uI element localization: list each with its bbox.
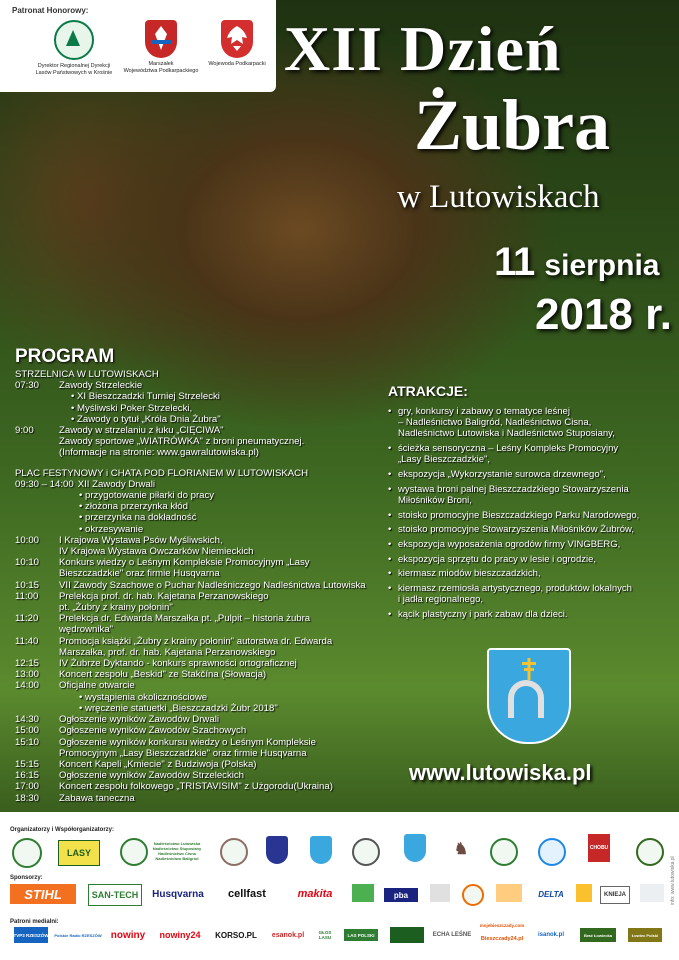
program-item-label: Ogłoszenie wyników Zawodów Szachowych — [59, 725, 247, 737]
program-item — [15, 781, 380, 792]
husqvarna-logo: Husqvarna — [152, 888, 204, 900]
bieszczady24-logo: Bieszczady24.pl — [480, 936, 524, 942]
program-item-text — [59, 490, 380, 501]
program-item — [15, 490, 380, 501]
nowiny-logo: nowiny — [110, 929, 146, 941]
program-item-time: 07:30 — [15, 380, 40, 392]
chobu-logo: CHOBU — [588, 834, 610, 862]
program-item-time: 14:30 — [15, 714, 40, 726]
attraction-item: • ekspozycja „Wykorzystanie surowca drzewnego", — [388, 469, 673, 480]
program-item-text — [59, 781, 380, 792]
program-item-label: Ogłoszenie wyników konkursu wiedzy o Leśnym Kompleksie Promocyjnym „Lasy Bieszczadzkie" oraz firmie Husqvarna — [59, 736, 317, 759]
program-item-time — [15, 403, 59, 414]
program-item — [15, 703, 380, 714]
program-item-time — [15, 490, 59, 501]
program-section-title: STRZELNICA W LUTOWISKACH — [15, 369, 159, 380]
attraction-item: • gry, konkursy i zabawy o tematyce leśnej – Nadleśnictwo Baligród, Nadleśnictwo Cisna, Nadleśnictwo Lutowiska i Nadleśnictwo Stuposiany, — [388, 406, 673, 440]
attraction-item: • stoisko promocyjne Bieszczadzkiego Parku Narodowego, — [388, 510, 673, 521]
program-heading: PROGRAM — [15, 346, 115, 367]
program-item-label: wręczenie statuetki „Bieszczadzki Żubr 2018" — [85, 702, 278, 714]
lasy-bieszczadzkie-logo: LASY — [58, 840, 100, 866]
program-item-time: 09:30 – 14:00 — [15, 478, 74, 490]
cellfast-logo: cellfast — [228, 888, 266, 900]
korso-logo: KORSO.PL — [215, 930, 257, 940]
program-item-label: Zawody w strzelaniu z łuku „CIĘCIWA" Zawody sportowe „WIATRÓWKA" z broni pneumatycznej. (Informacje na stronie: www.gawralutowiska.pl) — [59, 425, 305, 459]
program-item-label: Zabawa taneczna — [59, 792, 135, 804]
las-polski-logo: LAS POLSKI — [344, 929, 378, 941]
program-item-text — [59, 391, 380, 402]
sponsors-footer — [0, 812, 679, 960]
program-item-label: Oficjalne otwarcie — [59, 680, 135, 692]
program-item — [15, 680, 380, 691]
lasy-panstwowe-logo-icon — [54, 20, 94, 60]
sponsors-label: Sponsorzy: — [10, 875, 43, 881]
program-item — [15, 714, 380, 725]
program-item — [15, 501, 380, 512]
patron-label: Dyrektor Regionalnej Dyrekcji Lasów Państwowych w Krośnie — [35, 63, 113, 76]
media-patrons-label: Patroni medialni: — [10, 919, 59, 925]
lowiec-polski-logo: Łowiec Polski — [628, 928, 662, 942]
program-item-text — [59, 793, 380, 804]
lutowiska-coat-of-arms-icon — [487, 648, 571, 744]
program-item-label: I Krajowa Wystawa Psów Myśliwskich, IV Krajowa Wystawa Owczarków Niemieckich — [59, 534, 254, 558]
program-item-label: Koncert zespołu „Beskid" ze Stakčína (Słowacja) — [59, 669, 267, 681]
program-item-time: 16:15 — [15, 770, 40, 782]
program-item-label: okrzesywanie — [85, 523, 144, 535]
sponsor-logo-icon — [576, 884, 592, 902]
lutowiska-small-coa-icon — [310, 836, 332, 864]
program-item-time: 10:00 — [15, 534, 40, 546]
podkarpackie-coat-of-arms-icon — [145, 20, 177, 58]
organizer-logo-icon — [490, 838, 518, 866]
program-item-label: IV Żubrze Dyktando - konkurs sprawności ortograficznej — [59, 658, 297, 670]
program-item-time — [15, 524, 59, 535]
organizer-logo-icon — [12, 838, 42, 868]
program-item-text — [59, 425, 380, 459]
program-list — [15, 369, 380, 804]
program-item-time — [15, 414, 59, 425]
program-item — [15, 737, 380, 759]
program-item-text — [59, 725, 380, 736]
program-item-time: 11:00 — [15, 590, 39, 602]
polskie-radio-logo: Polskie Radio RZESZÓW — [54, 932, 102, 938]
program-item — [15, 380, 380, 391]
patron-label: Marszałek Województwa Podkarpackiego — [123, 61, 199, 74]
sponsor-logo-icon — [430, 884, 450, 902]
attractions-list — [388, 406, 673, 624]
website-link[interactable]: www.lutowiska.pl — [409, 760, 592, 785]
attraction-item: • kiermasz rzemiosła artystycznego, produktów lokalnych i jadła regionalnego, — [388, 583, 673, 605]
program-item-text — [59, 759, 380, 770]
brac-lowiecka-logo: Brać Łowiecka — [580, 928, 616, 942]
bison-logo-icon — [636, 838, 664, 866]
event-date — [494, 240, 659, 285]
program-item-text — [59, 512, 380, 523]
program-item-text — [78, 479, 380, 490]
program-item-time: 11:40 — [15, 635, 39, 647]
program-item-time: 13:00 — [15, 669, 40, 681]
program-item — [15, 535, 380, 557]
program-item-label: Koncert Kapeli „Kmiecie" z Budziwoja (Polska) — [59, 758, 257, 770]
esanok-logo: esanok.pl — [271, 931, 305, 939]
deer-icon: ♞ — [453, 841, 469, 858]
sponsor-logo-icon — [496, 884, 522, 902]
knieja-logo: KNIEJA — [600, 886, 630, 904]
mojebieszczady-logo: mojebieszczady.com — [479, 922, 525, 928]
program-item-text — [59, 591, 380, 613]
patronage-title: Patronat Honorowy: — [12, 6, 89, 15]
program-item-text — [59, 669, 380, 680]
event-title-line2: Żubra — [414, 85, 611, 165]
program-item-text — [59, 658, 380, 669]
program-item-time: 15:15 — [15, 758, 40, 770]
program-item-label: Myśliwski Poker Strzelecki, — [77, 402, 193, 414]
sponsor-logo-icon — [352, 884, 374, 902]
attraction-item: • kącik plastyczny i park zabaw dla dzieci. — [388, 609, 673, 620]
program-item-time — [15, 512, 59, 523]
program-item-text — [59, 501, 380, 512]
program-item-text — [59, 414, 380, 425]
program-section-festival — [15, 479, 380, 804]
program-item — [15, 591, 380, 613]
tvp3-logo: TVP3 RZESZÓW — [14, 927, 48, 943]
nowiny24-logo: nowiny24 — [159, 930, 201, 940]
program-section-shooting — [15, 380, 380, 458]
program-item-label: Ogłoszenie wyników Zawodów Strzeleckich — [59, 770, 245, 782]
program-item-label: wystąpienia okolicznościowe — [85, 691, 208, 703]
program-item — [15, 580, 380, 591]
patron-wojewoda — [198, 20, 276, 68]
program-item-text — [59, 703, 380, 714]
organizers-label: Organizatorzy i Współorganizatorzy: — [10, 827, 115, 833]
patron-label: Wojewoda Podkarpacki — [208, 61, 266, 67]
sponsor-logo-icon — [640, 884, 664, 902]
gmina-coa-icon — [404, 834, 426, 862]
program-section-title: PLAC FESTYNOWY i CHATA POD FLORIANEM W LUTOWISKACH — [15, 467, 309, 479]
program-item-time: 14:00 — [15, 680, 40, 692]
program-item-time — [15, 501, 59, 512]
attractions-heading: ATRAKCJE: — [388, 383, 468, 399]
event-title-line1: XII Dzień — [284, 13, 562, 84]
program-item-time — [15, 391, 59, 402]
program-item-label: VII Zawody Szachowe o Puchar Nadleśniczego Nadleśnictwa Lutowiska — [59, 579, 366, 591]
program-item-time: 12:15 — [15, 658, 40, 670]
program-item — [15, 770, 380, 781]
program-item-label: Prelekcja prof. dr. hab. Kajetana Perzanowskiego pt. „Żubry z krainy połonin" — [59, 590, 269, 614]
program-item — [15, 613, 380, 635]
nadlesnictwo-logo-icon — [120, 838, 148, 866]
program-item — [15, 479, 380, 490]
attraction-item: • ekspozycja sprzętu do pracy w lesie i ogrodzie, — [388, 554, 673, 565]
program-item — [15, 669, 380, 680]
program-item — [15, 759, 380, 770]
program-item-time: 17:00 — [15, 781, 40, 793]
program-item — [15, 391, 380, 402]
program-item-time — [15, 692, 59, 703]
program-item-text — [59, 636, 380, 658]
event-year: 2018 r. — [535, 290, 673, 339]
program-item-text — [59, 680, 380, 691]
program-item-label: Konkurs wiedzy o Leśnym Kompleksie Promocyjnym „Lasy Bieszczadzkie" oraz firmie Husqvarna — [59, 557, 310, 580]
program-item-label: złożona przerzynka kłód — [85, 501, 188, 513]
program-item-text — [59, 770, 380, 781]
program-item-label: XII Zawody Drwali — [77, 478, 155, 490]
program-item-time: 15:00 — [15, 725, 40, 737]
program-item-label: Prelekcja dr. Edwarda Marszałka pt. „Pulpit – historia żubra wędrownika" — [59, 613, 311, 636]
makita-logo: makita — [297, 888, 333, 900]
program-item-text — [59, 580, 380, 591]
program-item-label: XI Bieszczadzki Turniej Strzelecki — [77, 391, 220, 403]
program-item — [15, 557, 380, 579]
event-date-day: 11 — [494, 240, 535, 284]
side-note: info: www.lutowiska.pl — [670, 856, 676, 905]
delta-logo: DELTA — [538, 889, 564, 899]
program-item — [15, 658, 380, 669]
polish-eagle-icon — [221, 20, 253, 58]
attraction-item: • wystawa broni palnej Bieszczadzkiego Stowarzyszenia Miłośników Broni, — [388, 484, 673, 506]
program-item-time — [15, 703, 59, 714]
nadlesnictwa-list: Nadleśnictwo Lutowiska Nadleśnictwo Stuposiany Nadleśnictwo Cisna Nadleśnictwo Baligród — [152, 841, 202, 861]
program-item-text — [59, 524, 380, 535]
program-item — [15, 725, 380, 736]
isanok-logo: isanok.pl — [537, 932, 564, 938]
program-item — [15, 403, 380, 414]
program-item-time: 9:00 — [15, 425, 34, 437]
program-item-label: Koncert zespołu folkowego „TRISTAVISIM" z Użgorodu(Ukraina) — [59, 781, 333, 793]
globe-logo-icon — [538, 838, 566, 866]
program-item-text — [59, 535, 380, 557]
pba-logo: pba — [384, 888, 418, 902]
honorary-patronage-box — [0, 0, 276, 92]
echa-lesne-logo: ECHA LEŚNE — [432, 932, 472, 938]
event-title-line3: w Lutowiskach — [397, 179, 600, 215]
program-item — [15, 692, 380, 703]
program-item-text — [59, 403, 380, 414]
program-item-text — [59, 692, 380, 703]
program-item-time: 10:15 — [15, 579, 40, 591]
program-item-time: 10:10 — [15, 557, 40, 569]
attraction-item: • ścieżka sensoryczna – Leśny Kompleks Promocyjny „Lasy Bieszczadzkie", — [388, 443, 673, 465]
event-date-month: sierpnia — [544, 249, 660, 282]
media-logo-icon — [390, 927, 424, 943]
program-item — [15, 425, 380, 459]
program-item — [15, 512, 380, 523]
program-item-label: przerzynka na dokładność — [85, 512, 197, 524]
organizer-shield-icon — [266, 836, 288, 864]
program-item-text — [59, 557, 380, 579]
program-item-text — [59, 380, 380, 391]
program-item-label: Zawody Strzeleckie — [59, 380, 143, 392]
patron-rdlp-krosno — [22, 20, 126, 77]
program-item-label: Promocja książki „Żubry z krainy połonin" autorstwa dr. Edwarda Marszałka, prof. dr. hab. Kajetana Perzanowskiego — [59, 635, 333, 658]
attraction-item: • kiermasz miodów bieszczadzkich, — [388, 568, 673, 579]
program-item-time: 18:30 — [15, 792, 40, 804]
glos-lasu-logo: GŁOS LASU — [318, 930, 332, 940]
organizer-logo-icon — [352, 838, 380, 866]
program-item-label: przygotowanie piłarki do pracy — [85, 490, 215, 502]
stihl-logo: STIHL — [10, 884, 76, 904]
program-item — [15, 414, 380, 425]
santech-logo: SAN-TECH — [88, 884, 142, 906]
attraction-item: • stoisko promocyjne Stowarzyszenia Miłośników Żubrów, — [388, 524, 673, 535]
program-item-label: Zawody o tytuł „Króla Dnia Żubra" — [77, 413, 221, 425]
program-item-time: 11:20 — [15, 613, 39, 625]
program-item-label: Ogłoszenie wyników Zawodów Drwali — [59, 714, 219, 726]
program-item — [15, 524, 380, 535]
organizer-logo-icon — [220, 838, 248, 866]
attraction-item: • ekspozycja wyposażenia ogrodów firmy VINGBERG, — [388, 539, 673, 550]
program-item — [15, 636, 380, 658]
sponsor-logo-icon — [462, 884, 484, 906]
program-item-text — [59, 714, 380, 725]
program-item-text — [59, 613, 380, 635]
patron-marszalek — [118, 20, 204, 75]
program-item-time: 15:10 — [15, 736, 40, 748]
program-item-text — [59, 737, 380, 759]
program-item — [15, 793, 380, 804]
